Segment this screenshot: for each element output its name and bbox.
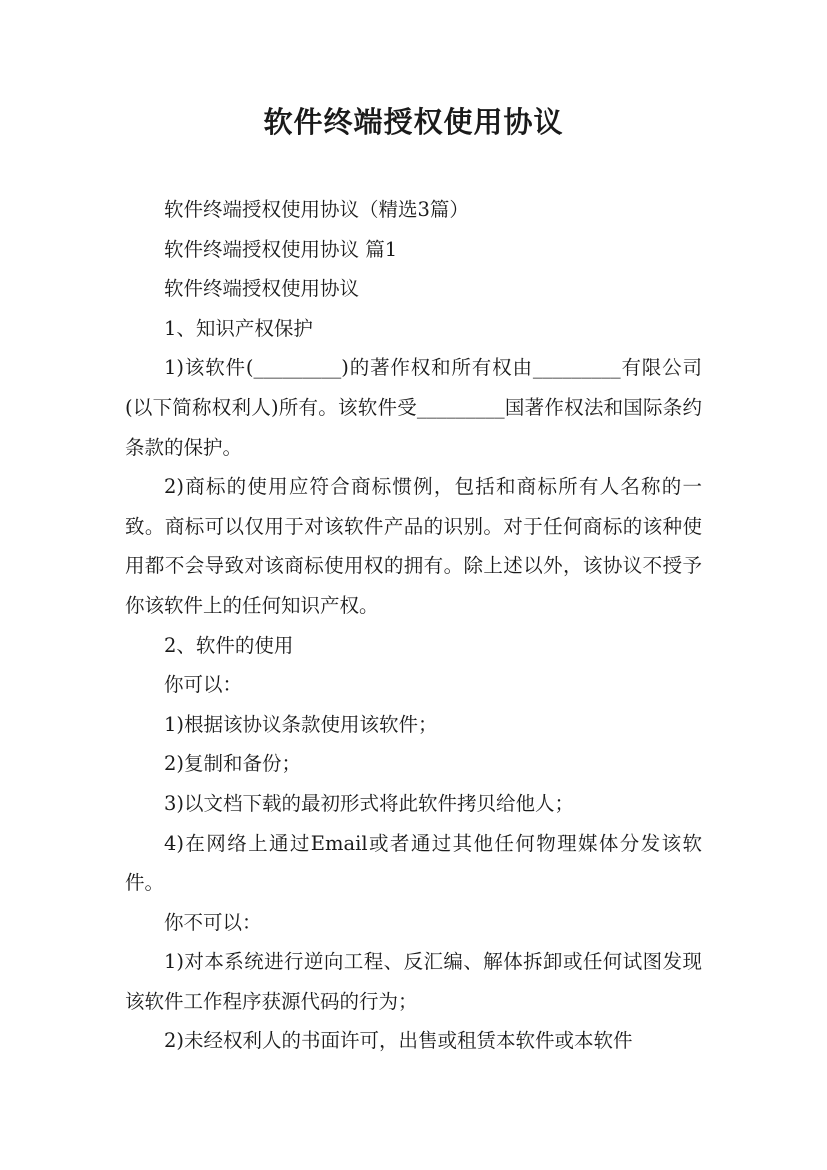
list-item-may-not-2: 2)未经权利人的书面许可，出售或租赁本软件或本软件: [164, 1029, 633, 1053]
list-item-may-2: 2)复制和备份；: [164, 752, 302, 776]
paragraph-subtitle: 软件终端授权使用协议（精选3篇）: [164, 198, 469, 221]
document-title: 软件终端授权使用协议: [263, 105, 564, 139]
paragraph-part-heading: 软件终端授权使用协议 篇1: [164, 237, 398, 261]
paragraph-agreement-name: 软件终端授权使用协议: [164, 277, 360, 301]
paragraph-you-may-not: 你不可以：: [164, 910, 262, 934]
list-item-may-1: 1)根据该协议条款使用该软件；: [164, 712, 438, 736]
list-item-may-not-1: 1)对本系统进行逆向工程、反汇编、解体拆卸或任何试图发现该软件工作程序获源代码的行为；: [125, 950, 702, 1013]
list-item-may-3: 3)以文档下载的最初形式将此软件拷贝给他人；: [164, 791, 575, 815]
list-item-may-4: 4)在网络上通过Email或者通过其他任何物理媒体分发该软件。: [125, 831, 702, 895]
paragraph-you-may: 你可以：: [164, 673, 243, 697]
document-body: [125, 190, 702, 1061]
section-heading-software-use: 2、软件的使用: [164, 633, 294, 657]
paragraph-trademark-clause: 2)商标的使用应符合商标惯例，包括和商标所有人名称的一致。商标可以仅用于对该软件产品的识别。对于任何商标的该种使用都不会导致对该商标使用权的拥有。除上述以外，该协议不授予你该软件上的任何知识产权。: [125, 475, 702, 617]
paragraph-copyright-clause: 1)该软件(_________)的著作权和所有权由_________有限公司(以下简称权利人)所有。该软件受_________国著作权法和国际条约条款的保护。: [125, 356, 702, 459]
section-heading-ip-protection: 1、知识产权保护: [164, 316, 313, 340]
